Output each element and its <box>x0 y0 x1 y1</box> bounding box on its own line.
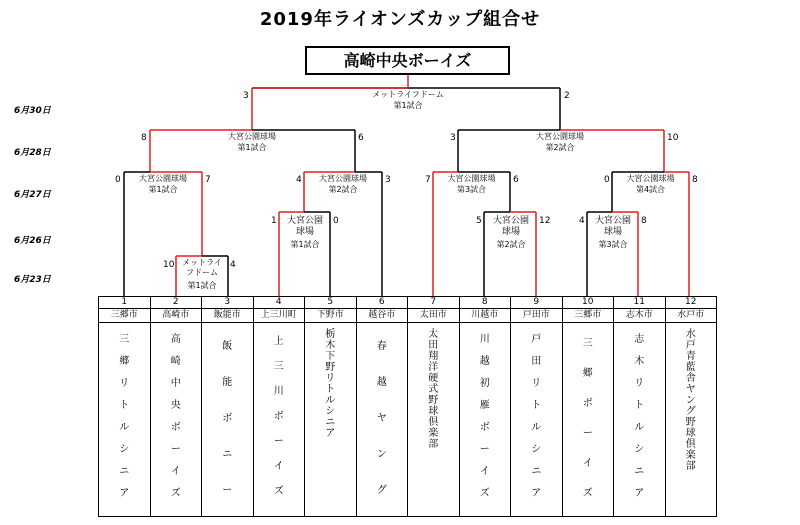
team-name: 三郷リトルシニア <box>119 334 130 499</box>
team-cell <box>305 323 357 517</box>
team-name: 太田翔洋硬式野球倶楽部 <box>428 329 439 450</box>
page-title: 2019年ライオンズカップ組合せ <box>259 9 541 30</box>
team-name: 水戸青藍舎ヤング野球倶楽部 <box>685 329 696 472</box>
score: 4 <box>579 216 585 226</box>
team-cell <box>202 323 254 517</box>
score: 10 <box>163 260 175 270</box>
match-game: 第1試合 <box>187 281 217 290</box>
team-number-row <box>99 297 717 309</box>
match-venue: 大宮公園球場 <box>594 216 631 237</box>
team-city: 三郷市 <box>99 309 151 323</box>
team-number: 5 <box>305 297 357 309</box>
date-label: 6月30日 <box>14 106 51 116</box>
team-cell <box>562 323 614 517</box>
match-venue: 大宮公園球場 <box>447 174 496 183</box>
score: 7 <box>205 175 211 185</box>
score: 4 <box>230 260 236 270</box>
team-number: 3 <box>202 297 254 309</box>
date-label: 6月23日 <box>14 275 51 285</box>
match-game: 第4試合 <box>635 185 666 194</box>
score: 7 <box>425 175 431 185</box>
team-cell <box>408 323 460 517</box>
team-name-row <box>99 323 717 517</box>
team-name: 志木リトルシニア <box>634 334 645 499</box>
team-cell <box>150 323 202 517</box>
match-venue: 大宮公園球場 <box>536 132 584 141</box>
team-number: 12 <box>665 297 717 309</box>
team-cell <box>614 323 666 517</box>
team-city: 太田市 <box>408 309 460 323</box>
team-name: 栃木下野リトルシニア <box>325 329 336 439</box>
score: 0 <box>604 175 610 185</box>
score: 3 <box>243 91 249 101</box>
team-cell <box>99 323 151 517</box>
match-game: 第2試合 <box>496 240 526 249</box>
match-game: 第2試合 <box>545 143 575 152</box>
match-venue: 大宮公園球場 <box>626 174 675 183</box>
team-cell <box>459 323 511 517</box>
match-venue: 大宮公園球場 <box>319 174 367 183</box>
team-city: 三郷市 <box>562 309 614 323</box>
team-city: 高崎市 <box>150 309 202 323</box>
match-venue: メットライフドーム <box>182 258 222 277</box>
team-number: 2 <box>150 297 202 309</box>
team-cell <box>253 323 305 517</box>
score: 5 <box>476 216 482 226</box>
score: 1 <box>271 216 277 226</box>
team-name: 上三川ボーイズ <box>273 336 284 497</box>
champion-box: 高崎中央ボーイズ <box>305 46 510 75</box>
date-label: 6月28日 <box>14 148 51 158</box>
match-venue: 大宮公園球場 <box>286 216 323 237</box>
team-cell <box>356 323 408 517</box>
match-game: 第3試合 <box>598 240 628 249</box>
match-game: 第1試合 <box>290 240 320 249</box>
team-city: 志木市 <box>614 309 666 323</box>
match-game: 第1試合 <box>237 143 267 152</box>
score: 2 <box>564 91 570 101</box>
score: 0 <box>333 216 339 226</box>
date-label: 6月27日 <box>14 190 51 200</box>
team-number: 6 <box>356 297 408 309</box>
team-number: 4 <box>253 297 305 309</box>
match-game: 第2試合 <box>328 185 358 194</box>
team-name: 三郷ボーイズ <box>582 338 593 499</box>
team-name: 高崎中央ボーイズ <box>170 334 181 499</box>
team-name: 川越初雁ボーイズ <box>479 334 490 499</box>
match-venue: 大宮公園球場 <box>228 132 276 141</box>
match-game: 第1試合 <box>148 185 178 194</box>
team-number: 9 <box>511 297 563 309</box>
score: 3 <box>385 175 391 185</box>
team-city: 飯能市 <box>202 309 254 323</box>
team-city: 下野市 <box>305 309 357 323</box>
team-city: 水戸市 <box>665 309 717 323</box>
score: 8 <box>692 175 698 185</box>
team-city: 川越市 <box>459 309 511 323</box>
score: 8 <box>141 133 147 143</box>
team-city: 上三川町 <box>253 309 305 323</box>
team-cell <box>511 323 563 517</box>
team-city-row <box>99 309 717 323</box>
team-number: 7 <box>408 297 460 309</box>
team-cell <box>665 323 717 517</box>
team-city: 越谷市 <box>356 309 408 323</box>
team-name: 戸田リトルシニア <box>531 334 542 499</box>
match-venue: 大宮公園球場 <box>139 174 187 183</box>
date-label: 6月26日 <box>14 236 51 246</box>
team-number: 1 <box>99 297 151 309</box>
score: 12 <box>539 216 551 226</box>
team-name: 春越ヤング <box>376 341 387 496</box>
match-venue: 大宮公園球場 <box>492 216 529 237</box>
team-number: 10 <box>562 297 614 309</box>
team-number: 8 <box>459 297 511 309</box>
team-number: 11 <box>614 297 666 309</box>
score: 6 <box>513 175 519 185</box>
match-game: 第1試合 <box>393 101 423 110</box>
team-city: 戸田市 <box>511 309 563 323</box>
score: 8 <box>641 216 647 226</box>
score: 4 <box>296 175 302 185</box>
score: 6 <box>358 133 364 143</box>
score: 10 <box>667 133 679 143</box>
match-game: 第3試合 <box>456 185 487 194</box>
score: 3 <box>450 133 456 143</box>
score: 0 <box>115 175 121 185</box>
team-name: 飯能ボニー <box>222 341 233 496</box>
teams-table <box>98 296 717 517</box>
match-venue: メットライフドーム <box>372 90 444 99</box>
